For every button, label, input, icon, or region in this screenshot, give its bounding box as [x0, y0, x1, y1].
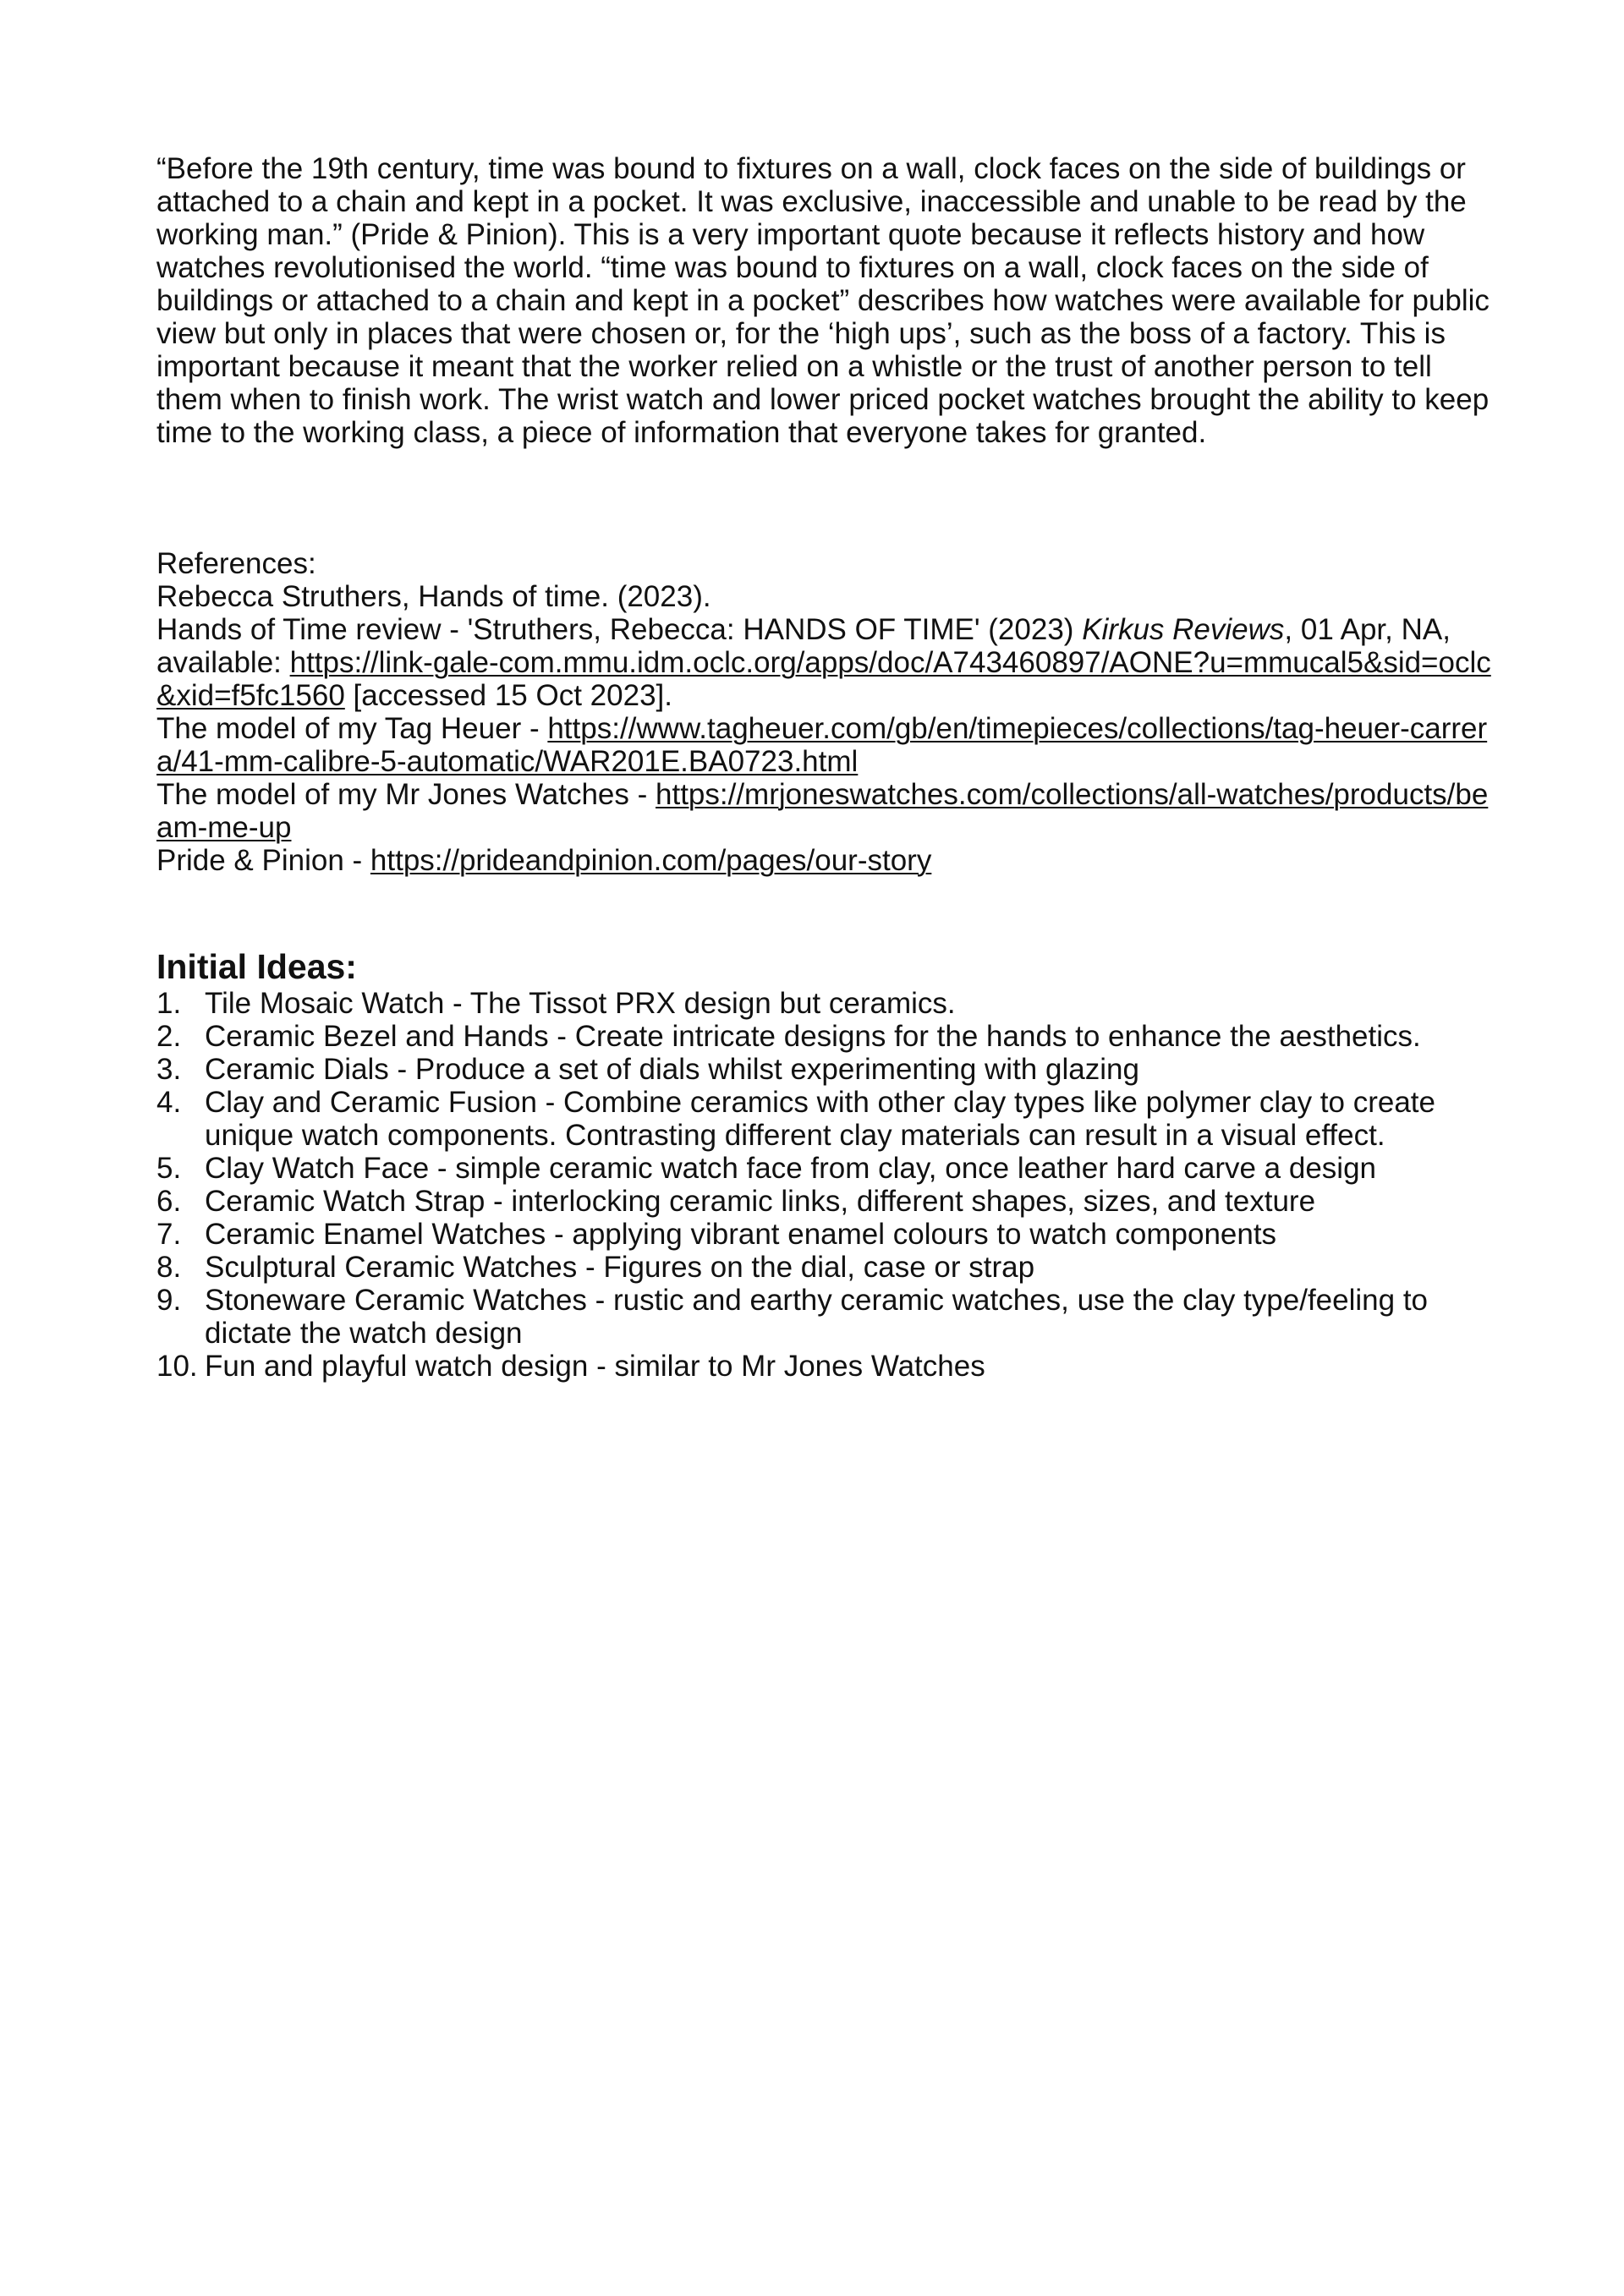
- list-item-text: Tile Mosaic Watch - The Tissot PRX design but ceramics.: [205, 987, 956, 1020]
- reference-review-link[interactable]: https://link-gale-com.mmu.idm.oclc.org/apps/doc/A743460897/AONE?u=mmucal5&sid=oclc&xid=f5fc1560: [156, 646, 1491, 712]
- list-item: [156, 1020, 1493, 1053]
- reference-review-middle: , 01 Apr, NA, available:: [156, 613, 1451, 679]
- list-item-text: Clay and Ceramic Fusion - Combine ceramics with other clay types like polymer clay to create unique watch components. Contrasting different clay materials can result in a visual effect.: [205, 1086, 1435, 1152]
- list-item-number: 4.: [156, 1086, 182, 1119]
- document-page: [156, 152, 1493, 1383]
- list-item-text: Fun and playful watch design - similar to Mr Jones Watches: [205, 1350, 985, 1383]
- reference-review: [156, 613, 1493, 712]
- list-item: [156, 1218, 1493, 1251]
- list-item: [156, 1152, 1493, 1185]
- list-item: [156, 1185, 1493, 1218]
- initial-ideas-section: [156, 947, 1493, 1383]
- reference-pride-pinion: [156, 844, 1493, 877]
- list-item-text: Ceramic Enamel Watches - applying vibrant enamel colours to watch components: [205, 1218, 1277, 1251]
- references-heading: References:: [156, 547, 316, 580]
- intro-paragraph: “Before the 19th century, time was bound to fixtures on a wall, clock faces on the side of buildings or attached to a chain and kept in a pocket. It was exclusive, inaccessible and unable to be read by the working man.” (Pride & Pinion). This is a very important quote because it reflects history and how watches revolutionised the world. “time was bound to fixtures on a wall, clock faces on the side of buildings or attached to a chain and kept in a pocket” describes how watches were available for public view but only in places that were chosen or, for the ‘high ups’, such as the boss of a factory. This is important because it meant that the worker relied on a whistle or the trust of another person to tell them when to finish work. The wrist watch and lower priced pocket watches brought the ability to keep time to the working class, a piece of information that everyone takes for granted.: [156, 152, 1490, 449]
- ideas-list: [156, 987, 1493, 1383]
- list-item-number: 8.: [156, 1251, 182, 1284]
- list-item-number: 1.: [156, 987, 182, 1020]
- reference-mr-jones: [156, 778, 1493, 844]
- list-item: [156, 1284, 1493, 1350]
- list-item: [156, 1053, 1493, 1086]
- list-item-number: 10.: [156, 1350, 198, 1383]
- list-item-number: 9.: [156, 1284, 182, 1317]
- reference-pride-pinion-link[interactable]: https://prideandpinion.com/pages/our-story: [370, 844, 932, 877]
- reference-pride-pinion-prefix: Pride & Pinion -: [156, 844, 370, 877]
- list-item-number: 2.: [156, 1020, 182, 1053]
- list-item-text: Ceramic Dials - Produce a set of dials whilst experimenting with glazing: [205, 1053, 1139, 1086]
- list-item-number: 7.: [156, 1218, 182, 1251]
- reference-mr-jones-prefix: The model of my Mr Jones Watches -: [156, 778, 656, 811]
- list-item: [156, 1086, 1493, 1152]
- list-item-number: 6.: [156, 1185, 182, 1218]
- list-item-number: 5.: [156, 1152, 182, 1185]
- list-item: [156, 987, 1493, 1020]
- list-item: [156, 1251, 1493, 1284]
- reference-review-suffix: [accessed 15 Oct 2023].: [344, 679, 672, 712]
- list-item-text: Sculptural Ceramic Watches - Figures on the dial, case or strap: [205, 1251, 1035, 1284]
- list-item-text: Ceramic Bezel and Hands - Create intricate designs for the hands to enhance the aesthetics.: [205, 1020, 1421, 1053]
- reference-book: Rebecca Struthers, Hands of time. (2023).: [156, 580, 711, 613]
- reference-mr-jones-link[interactable]: https://mrjoneswatches.com/collections/all-watches/products/beam-me-up: [156, 778, 1489, 844]
- list-item-text: Stoneware Ceramic Watches - rustic and earthy ceramic watches, use the clay type/feeling to dictate the watch design: [205, 1284, 1429, 1350]
- list-item-text: Clay Watch Face - simple ceramic watch face from clay, once leather hard carve a design: [205, 1152, 1376, 1185]
- reference-tag-heuer-prefix: The model of my Tag Heuer -: [156, 712, 548, 745]
- reference-tag-heuer: [156, 712, 1493, 778]
- initial-ideas-heading: Initial Ideas:: [156, 947, 357, 986]
- reference-tag-heuer-link[interactable]: https://www.tagheuer.com/gb/en/timepieces/collections/tag-heuer-carrera/41-mm-calibre-5-automatic/WAR201E.BA0723.html: [156, 712, 1488, 778]
- reference-review-prefix: Hands of Time review - 'Struthers, Rebecca: HANDS OF TIME' (2023): [156, 613, 1083, 646]
- list-item-number: 3.: [156, 1053, 182, 1086]
- reference-review-journal: Kirkus Reviews: [1082, 613, 1285, 646]
- list-item: [156, 1350, 1493, 1383]
- list-item-text: Ceramic Watch Strap - interlocking ceramic links, different shapes, sizes, and texture: [205, 1185, 1316, 1218]
- references-section: [156, 547, 1493, 877]
